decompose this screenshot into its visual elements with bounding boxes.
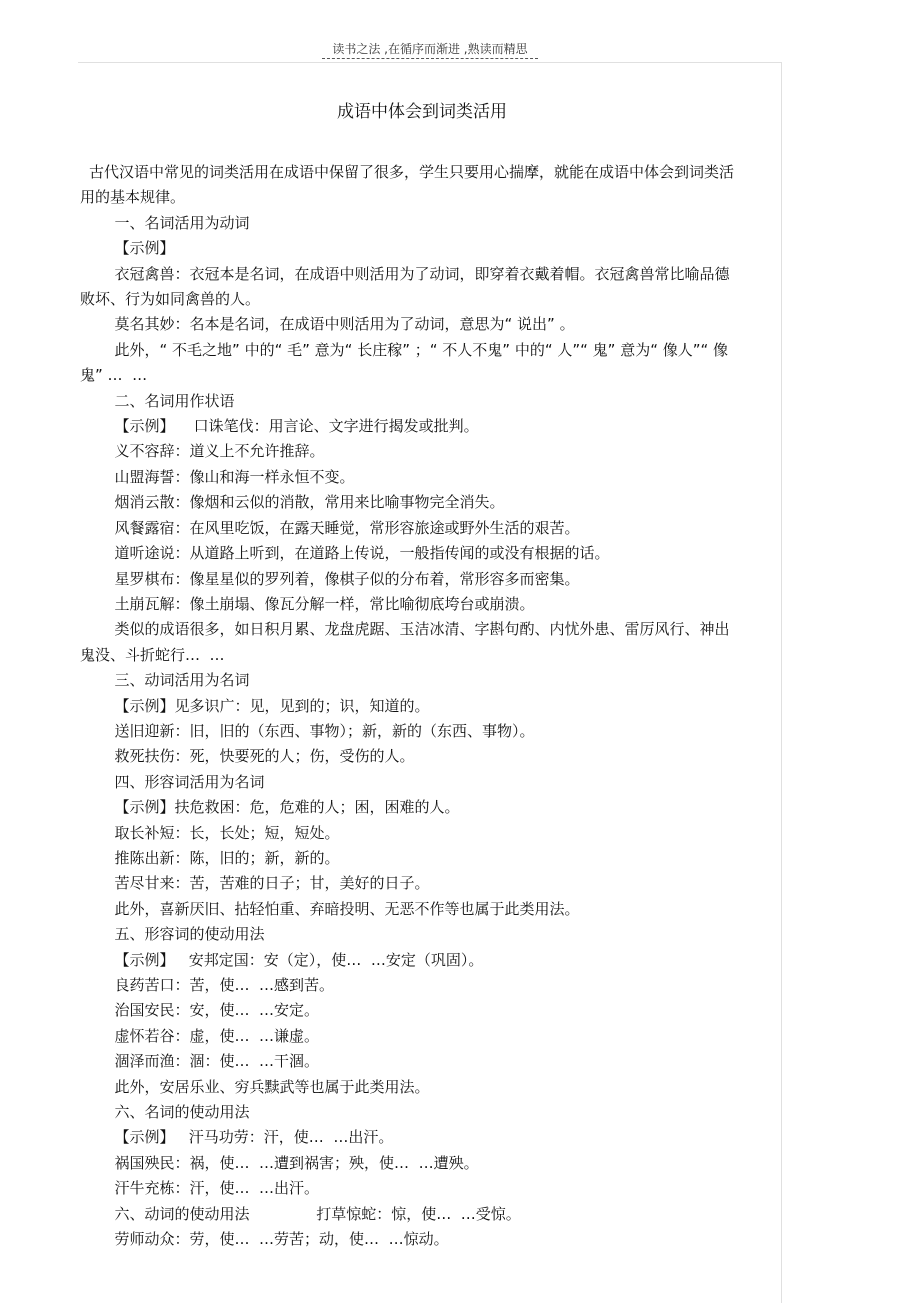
example-label: 【示例】 [114, 239, 175, 258]
section-heading-5: 五、形容词的使动用法 [114, 925, 265, 944]
paragraph: 治国安民：安，使… …安定。 [114, 1001, 320, 1020]
paragraph: 风餐露宿：在风里吃饭，在露天睡觉，常形容旅途或野外生活的艰苦。 [114, 518, 580, 537]
section-heading-4: 四、形容词活用为名词 [114, 772, 265, 791]
page-header: 读书之法 ,在循序而渐进 ,熟读而精思 [332, 42, 528, 56]
paragraph: 此外，安居乐业、穷兵黩武等也属于此类用法。 [114, 1077, 430, 1096]
paragraph: 此外，“ 不毛之地” 中的“ 毛” 意为“ 长庄稼” ；“ 不人不鬼” 中的“ 人”“ 鬼” 意为“ 像人”“ 像鬼” … … [80, 340, 729, 385]
section-heading-2: 二、名词用作状语 [114, 391, 235, 410]
paragraph: 良药苦口：苦，使… …感到苦。 [114, 976, 335, 994]
document-title: 成语中体会到词类活用 [337, 102, 507, 122]
paragraph: 虚怀若谷：虚，使… …谦虚。 [114, 1026, 320, 1045]
paragraph: 此外，喜新厌旧、拈轻怕重、弃暗投明、无恶不作等也属于此类用法。 [114, 899, 580, 918]
paragraph: 类似的成语很多，如日积月累、龙盘虎踞、玉洁冰清、字斟句酌、内忧外患、雷厉风行、神出鬼没、斗折蛇行… … [80, 620, 730, 664]
paragraph: 【示例】 安邦定国：安（定），使… …安定（巩固）。 [114, 950, 484, 969]
paragraph: 道听途说：从道路上听到，在道路上传说，一般指传闻的或没有根据的话。 [114, 544, 610, 563]
section-heading-1: 一、名词活用为动词 [114, 213, 250, 232]
section-heading-7: 六、动词的使动用法 打草惊蛇：惊，使… …受惊。 [114, 1204, 521, 1223]
paragraph: 土崩瓦解：像土崩塌、像瓦分解一样，常比喻彻底垮台或崩溃。 [114, 594, 535, 613]
paragraph: 【示例】见多识广：见，见到的；识，知道的。 [114, 696, 430, 715]
paragraph: 涸泽而渔：涸：使… …干涸。 [114, 1052, 320, 1071]
paragraph: 烟消云散：像烟和云似的消散，常用来比喻事物完全消失。 [114, 493, 505, 512]
paragraph: 送旧迎新：旧，旧的（东西、事物）；新，新的（东西、事物）。 [114, 721, 535, 740]
section-heading-6: 六、名词的使动用法 [114, 1103, 250, 1122]
document-body [80, 160, 740, 1252]
paragraph: 星罗棋布：像星星似的罗列着，像棋子似的分布着，常形容多而密集。 [114, 569, 580, 588]
intro-paragraph: 古代汉语中常见的词类活用在成语中保留了很多，学生只要用心揣摩，就能在成语中体会到词类活用的基本规律。 [80, 163, 735, 207]
paragraph: 劳师动众：劳，使… …劳苦；动，使… …惊动。 [114, 1230, 449, 1249]
paragraph: 莫名其妙：名本是名词，在成语中则活用为了动词，意思为“ 说出” 。 [114, 315, 575, 334]
paragraph: 山盟海誓：像山和海一样永恒不变。 [114, 467, 355, 486]
paragraph: 【示例】扶危救困：危，危难的人；困，困难的人。 [114, 798, 460, 817]
header-divider [322, 58, 538, 59]
paragraph: 救死扶伤：死，快要死的人；伤，受伤的人。 [114, 747, 415, 766]
paragraph: 义不容辞：道义上不允许推辞。 [114, 442, 325, 461]
paragraph: 汗牛充栋：汗，使… …出汗。 [114, 1179, 320, 1198]
paragraph: 【示例】 汗马功劳：汗，使… …出汗。 [114, 1128, 394, 1147]
section-heading-3: 三、动词活用为名词 [114, 671, 250, 690]
paragraph: 祸国殃民：祸，使… …遭到祸害；殃，使… …遭殃。 [114, 1153, 479, 1172]
paragraph: 【示例】 口诛笔伐：用言论、文字进行揭发或批判。 [114, 417, 479, 436]
paragraph: 衣冠禽兽：衣冠本是名词，在成语中则活用为了动词，即穿着衣戴着帽。衣冠禽兽常比喻品德败坏、行为如同禽兽的人。 [80, 264, 730, 309]
paragraph: 苦尽甘来：苦，苦难的日子；甘，美好的日子。 [114, 874, 430, 893]
paragraph: 推陈出新：陈，旧的；新，新的。 [114, 848, 340, 867]
paragraph: 取长补短：长，长处；短，短处。 [114, 823, 340, 842]
